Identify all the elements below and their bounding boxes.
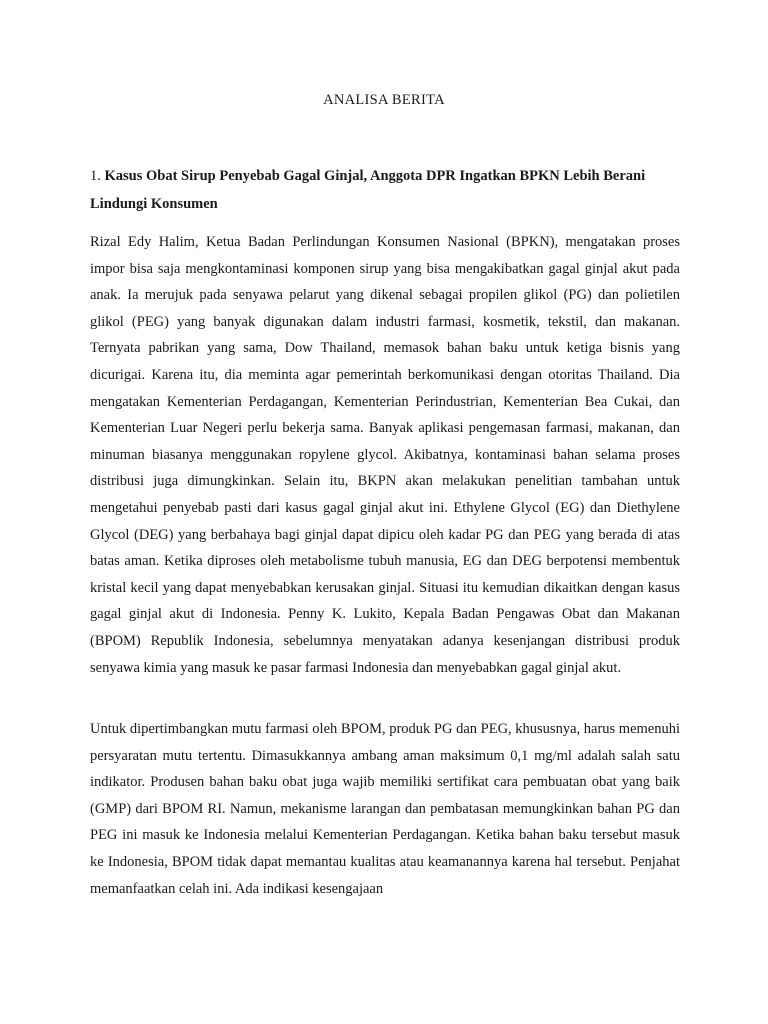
body-paragraph: Untuk dipertimbangkan mutu farmasi oleh BPOM, produk PG dan PEG, khususnya, harus memenuhi persyaratan mutu tertentu. Dimasukkannya ambang aman maksimum 0,1 mg/ml adalah salah satu indikator. Produsen bahan baku obat juga wajib memiliki sertifikat cara pembuatan obat yang baik (GMP) dari BPOM RI. Namun, mekanisme larangan dan pembatasan memungkinkan bahan PG dan PEG ini masuk ke Indonesia melalui Kementerian Perdagangan. Ketika bahan baku tersebut masuk ke Indonesia, BPOM tidak dapat memantau kualitas atau keamanannya karena hal tersebut. Penjahat memanfaatkan celah ini. Ada indikasi kesengajaan bbox=[90, 721, 681, 897]
section-number: 1. bbox=[90, 168, 101, 184]
document-title: ANALISA BERITA bbox=[323, 92, 445, 108]
body-paragraph: Rizal Edy Halim, Ketua Badan Perlindungan Konsumen Nasional (BPKN), mengatakan proses impor bisa saja mengkontaminasi komponen sirup yang bisa mengakibatkan gagal ginjal akut pada anak. Ia merujuk pada senyawa pelarut yang dikenal sebagai propilen glikol (PG) dan polietilen glikol (PEG) yang banyak digunakan dalam industri farmasi, kosmetik, tekstil, dan makanan. Ternyata pabrikan yang sama, Dow Thailand, memasok bahan baku untuk ketiga bisnis yang dicurigai. Karena itu, dia meminta agar pemerintah berkomunikasi dengan otoritas Thailand. Dia mengatakan Kementerian Perdagangan, Kementerian Perindustrian, Kementerian Bea Cukai, dan Kementerian Luar Negeri perlu bekerja sama. Banyak aplikasi pengemasan farmasi, makanan, dan minuman biasanya menggunakan ropylene glycol. Akibatnya, kontaminasi bahan selama proses distribusi juga dimungkinkan. Selain itu, BKPN akan melakukan penelitian tambahan untuk mengetahui penyebab pasti dari kasus gagal ginjal akut ini. Ethylene Glycol (EG) dan Diethylene Glycol (DEG) yang berbahaya bagi ginjal dapat dipicu oleh kadar PG dan PEG yang berada di atas batas aman. Ketika diproses oleh metabolisme tubuh manusia, EG dan DEG berpotensi membentuk kristal kecil yang dapat menyebabkan kerusakan ginjal. Situasi itu kemudian dikaitkan dengan kasus gagal ginjal akut di Indonesia. Penny K. Lukito, Kepala Badan Pengawas Obat dan Makanan (BPOM) Republik Indonesia, sebelumnya menyatakan adanya kesenjangan distribusi produk senyawa kimia yang masuk ke pasar farmasi Indonesia dan menyebabkan gagal ginjal akut. bbox=[90, 234, 680, 676]
section-heading-text: Kasus Obat Sirup Penyebab Gagal Ginjal, Anggota DPR Ingatkan BPKN Lebih Berani Lindungi Konsumen bbox=[90, 168, 646, 212]
section-heading bbox=[90, 162, 680, 218]
